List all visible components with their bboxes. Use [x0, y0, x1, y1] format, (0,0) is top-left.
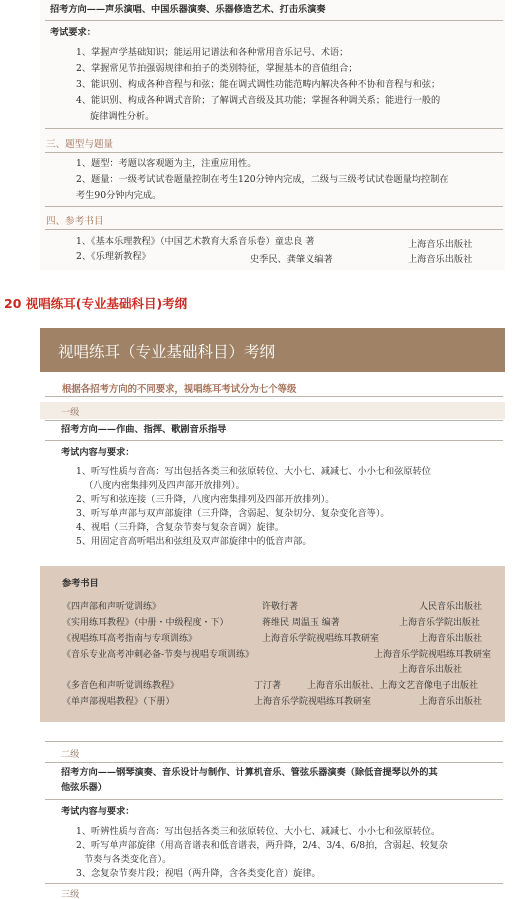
level-1-label: 一级 [61, 407, 80, 418]
exam-req-item: 旋律调性分析。 [90, 111, 155, 122]
ref-publisher: 上海音乐出版社 [419, 697, 483, 707]
level-2-item: 节奏与各类变化音）。 [84, 854, 172, 865]
level-2-direction: 招考方向——钢琴演奏、音乐设计与制作、计算机音乐、管弦乐器演奏（除低音提琴以外的其 [61, 767, 438, 778]
references-heading: 四、参考书目 [46, 216, 104, 227]
level-1-item: 5、用固定音高听唱出和弦组及双声部旋律中的低音声部。 [76, 536, 312, 547]
banner-title: 视唱练耳（专业基础科目）考纲 [58, 343, 276, 361]
level-1-item: 1、听写性质与音高：写出包括各类三和弦原转位、大小七、减减七、小小七和弦原转位 [76, 466, 431, 477]
ref-author: 蒋维民 周温玉 编著 [262, 618, 340, 628]
ref-publisher: 人民音乐出版社 [419, 602, 483, 612]
level-2-item: 1、听辨性质与音高：写出包括各类三和弦原转位、大小七、减减七、小小七和弦原转位。 [76, 826, 441, 837]
ref-book: 《音乐专业高考冲刺必备-节奏与视唱专项训练》 [62, 650, 255, 660]
divider [45, 420, 503, 421]
level-2-item: 2、听写单声部旋律（用高音谱表和低音谱表，两升降，2/4、3/4、6/8拍，含弱起、较复杂 [76, 840, 448, 851]
section-title: 20 视唱练耳(专业基础科目)考纲 [4, 296, 188, 311]
level-1-item: 2、听写和弦连接（三升降，八度内密集排列及四部开放排列）。 [76, 494, 335, 505]
level-3-bar [40, 885, 505, 899]
level-2-direction: 他弦乐器） [61, 782, 107, 793]
exam-req-item: 4、能识别、构成各种调式音阶；了解调式音级及其功能；掌握各种调关系；能进行一般的 [76, 95, 441, 106]
ref-author: 上海音乐学院视唱练耳教研室 [254, 697, 372, 707]
ref-book: 《实用练耳教程》（中册・中级程度・下） [62, 618, 229, 628]
divider [45, 152, 503, 153]
divider [45, 741, 503, 742]
ref-publisher: 上海音乐出版社 [399, 665, 463, 675]
divider [45, 762, 503, 763]
level-3-label: 三级 [61, 889, 80, 899]
exam-req-item: 3、能识别、构成各种音程与和弦；能在调式调性功能范畴内解决各种不协和音程与和弦； [76, 79, 441, 90]
book-publisher: 上海音乐出版社 [408, 254, 473, 265]
level-1-direction: 招考方向——作曲、指挥、歌剧音乐指导 [61, 424, 227, 435]
ref-author: 丁汀著 [254, 681, 282, 691]
divider [45, 206, 503, 207]
ref-author: 上海音乐学院视唱练耳教研室 [262, 634, 380, 644]
level-2-content-title: 考试内容与要求： [61, 806, 135, 817]
divider [45, 396, 503, 397]
level-1-item: 3、听写单声部与双声部旋律（三升降，含弱起、复杂切分、复杂变化音等）。 [76, 508, 390, 519]
divider [45, 128, 503, 129]
question-type-item: 1、题型：考题以客观题为主，注重应用性。 [76, 158, 257, 169]
book-publisher: 上海音乐出版社 [408, 239, 473, 250]
ref-author: 许敬行著 [262, 602, 299, 612]
ref-book: 《视唱练耳高考指南与专项训练》 [62, 634, 198, 644]
book-title: 1、《基本乐理教程》（中国艺术教育大系音乐卷）童忠良 著 [76, 236, 315, 247]
divider [45, 883, 503, 884]
exam-requirement-title: 考试要求： [50, 27, 96, 38]
divider [45, 440, 503, 441]
divider [45, 229, 503, 230]
exam-req-item: 1、掌握声学基础知识；能运用记谱法和各种常用音乐记号、术语； [76, 47, 349, 58]
ref-publisher: 上海音乐学院出版社 [399, 618, 481, 628]
level-2-label: 二级 [61, 749, 80, 760]
level-1-item: 4、视唱（三升降，含复杂节奏与复杂音调）旋律。 [76, 522, 284, 533]
book-author: 史季民、龚肇义编著 [250, 254, 333, 265]
level-2-item: 3、念复杂节奏片段；视唱（两升降，含各类变化音）旋律。 [76, 868, 321, 879]
exam-req-item: 2、掌握常见节拍强弱规律和拍子的类别特征，掌握基本的音值组合； [76, 63, 358, 74]
ref-publisher: 上海音乐出版社 [419, 634, 483, 644]
ref-book: 《四声部和声听觉训练》 [62, 602, 162, 612]
book-title: 2、《乐理新教程》 [76, 251, 151, 262]
divider [45, 799, 503, 800]
level-1-content-title: 考试内容与要求： [61, 447, 135, 458]
level-1-bar [40, 402, 505, 419]
intro-text: 根据各招考方向的不同要求，视唱练耳考试分为七个等级 [62, 384, 297, 395]
reference-books-title: 参考书目 [62, 578, 99, 589]
ref-book: 《多音色和声听觉训练教程》 [62, 681, 180, 691]
ref-publisher: 上海音乐学院视唱练耳教研室 [374, 650, 492, 660]
divider [45, 20, 503, 21]
question-type-item: 2、题量：一级考试试卷题量控制在考生120分钟内完成，二级与三级考试试卷题量均控制在 [76, 174, 449, 185]
music-theory-direction: 招考方向——声乐演唱、中国乐器演奏、乐器修造艺术、打击乐演奏 [50, 4, 326, 15]
ref-book: 《单声部视唱教程》（下册） [62, 697, 175, 707]
syllabus-banner [40, 328, 505, 372]
ref-publisher: 上海音乐出版社、上海文艺音像电子出版社 [307, 681, 479, 691]
level-2-bar [40, 744, 505, 761]
question-type-item: 考生90分钟内完成。 [76, 190, 162, 201]
question-type-heading: 三、题型与题量 [46, 139, 114, 150]
level-1-item: （八度内密集排列及四声部开放排列）。 [84, 480, 245, 491]
